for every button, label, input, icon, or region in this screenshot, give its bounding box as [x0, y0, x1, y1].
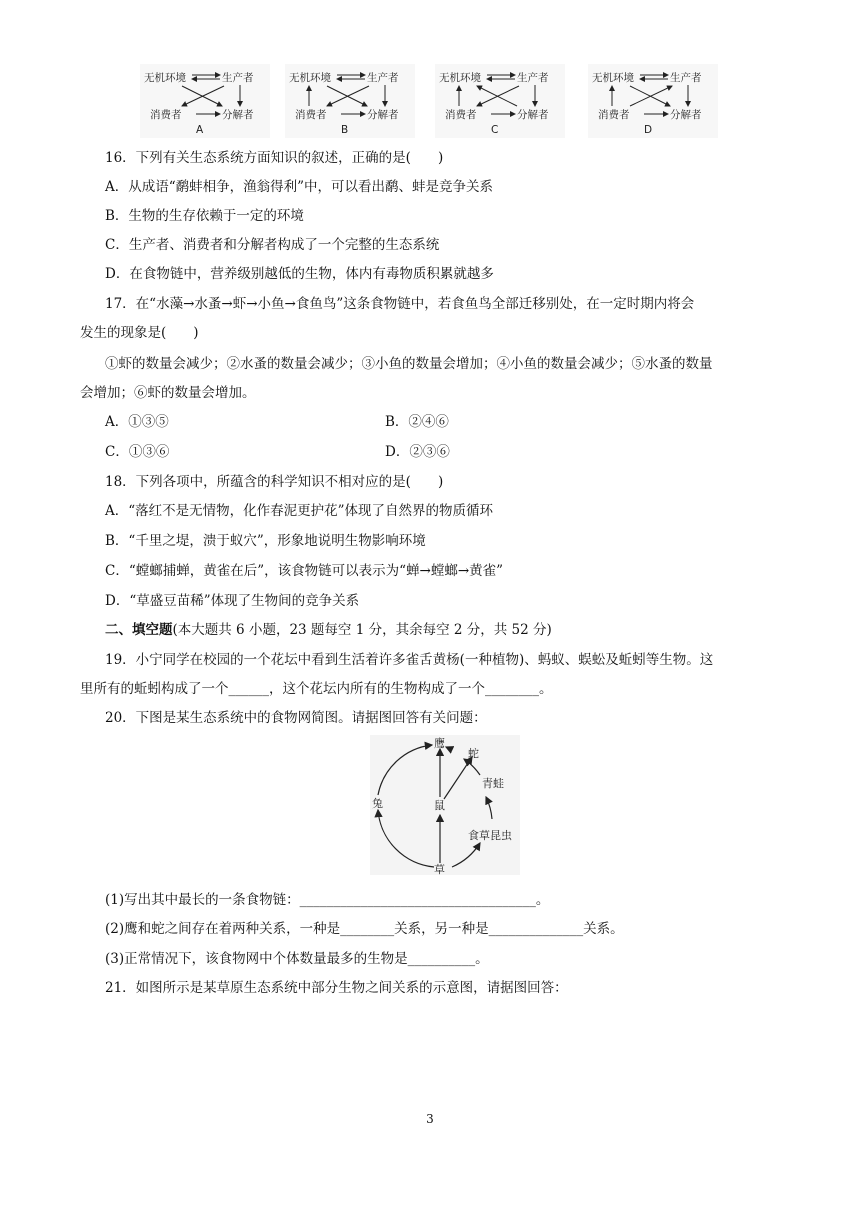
- q20-sub1: (1)写出其中最长的一条食物链：___________________________________。: [105, 892, 550, 908]
- node-decomposer: 分解者: [517, 109, 549, 121]
- diagram-letter: D: [644, 124, 653, 136]
- q17-stem-line1: 17．在“水藻→水蚤→虾→小鱼→食鱼鸟”这条食物链中，若食鱼鸟全部迁移别处，在一定时期内将会: [105, 296, 695, 312]
- node-mouse: 鼠: [434, 799, 445, 812]
- q16-option-d: D．在食物链中，营养级别越低的生物，体内有毒物质积累就越多: [105, 266, 494, 282]
- node-inorganic: 无机环境: [592, 72, 634, 84]
- q17-option-c: C．①③⑥: [105, 444, 170, 460]
- section-heading: [105, 620, 552, 640]
- node-producer: 生产者: [367, 72, 399, 84]
- q16-option-b: B．生物的生存依赖于一定的环境: [105, 208, 304, 224]
- node-consumer: 消费者: [445, 109, 477, 121]
- q17-option-a: A．①③⑤: [105, 414, 169, 430]
- node-decomposer: 分解者: [670, 109, 702, 121]
- q18-stem: 18．下列各项中，所蕴含的科学知识不相对应的是( ): [105, 474, 444, 490]
- q19-line1: 19．小宁同学在校园的一个花坛中看到生活着许多雀舌黄杨(一种植物)、蚂蚁、蜈蚣及蚯蚓等生物。这: [105, 652, 714, 668]
- q17-option-b: B．②④⑥: [385, 414, 449, 430]
- node-producer: 生产者: [222, 72, 254, 84]
- q18-option-b: B．“千里之堤，溃于蚁穴”，形象地说明生物影响环境: [105, 533, 426, 549]
- node-decomposer: 分解者: [367, 109, 399, 121]
- q18-option-a: A．“落红不是无情物，化作春泥更护花”体现了自然界的物质循环: [105, 503, 494, 519]
- q21-stem: 21．如图所示是某草原生态系统中部分生物之间关系的示意图，请据图回答：: [105, 980, 568, 996]
- q17-items-line2: 会增加；⑥虾的数量会增加。: [80, 385, 256, 401]
- q20-sub2: (2)鹰和蛇之间存在着两种关系，一种是________关系，另一种是______________关系。: [105, 921, 624, 937]
- section-title: 二、填空题: [105, 622, 173, 638]
- diagram-a: [140, 64, 270, 138]
- q17-stem-line2: 发生的现象是( ): [80, 325, 199, 341]
- node-rabbit: 兔: [372, 797, 383, 810]
- diagram-letter: C: [491, 124, 499, 136]
- q16-option-a: A．从成语“鹬蚌相争，渔翁得利”中，可以看出鹬、蚌是竞争关系: [105, 179, 494, 195]
- node-inorganic: 无机环境: [144, 72, 186, 84]
- option-diagrams: [140, 64, 780, 140]
- diagram-letter: B: [341, 124, 349, 136]
- node-frog: 青蛙: [482, 777, 504, 790]
- q20-stem: 20．下图是某生态系统中的食物网简图。请据图回答有关问题：: [105, 710, 487, 726]
- node-inorganic: 无机环境: [439, 72, 481, 84]
- node-inorganic: 无机环境: [289, 72, 331, 84]
- page-number: 3: [426, 1112, 434, 1126]
- q19-line2: 里所有的蚯蚓构成了一个______，这个花坛内所有的生物构成了一个________。: [80, 681, 553, 697]
- q18-option-d: D．“草盛豆苗稀”体现了生物间的竞争关系: [105, 593, 360, 609]
- node-insect: 食草昆虫: [468, 829, 512, 842]
- diagram-letter: A: [196, 124, 204, 136]
- diagram-d: [588, 64, 718, 138]
- node-consumer: 消费者: [150, 109, 182, 121]
- diagram-b: [285, 64, 415, 138]
- section-note: (本大题共 6 小题，23 题每空 1 分，其余每空 2 分，共 52 分): [172, 622, 552, 638]
- node-eagle: 鹰: [434, 737, 445, 750]
- food-web-diagram: [370, 735, 520, 875]
- node-consumer: 消费者: [295, 109, 327, 121]
- node-producer: 生产者: [517, 72, 549, 84]
- q17-items-line1: ①虾的数量会减少；②水蚤的数量会减少；③小鱼的数量会增加；④小鱼的数量会减少；⑤水蚤的数量: [105, 356, 713, 372]
- q16-stem: 16．下列有关生态系统方面知识的叙述，正确的是( ): [105, 150, 444, 166]
- node-decomposer: 分解者: [222, 109, 254, 121]
- diagram-c: [435, 64, 565, 138]
- node-grass: 草: [434, 863, 445, 875]
- q18-option-c: C．“螳螂捕蝉，黄雀在后”，该食物链可以表示为“蝉→螳螂→黄雀”: [105, 563, 504, 579]
- q17-option-d: D．②③⑥: [385, 444, 450, 460]
- node-consumer: 消费者: [598, 109, 630, 121]
- node-producer: 生产者: [670, 72, 702, 84]
- node-snake: 蛇: [468, 747, 479, 760]
- q20-sub3: (3)正常情况下，该食物网中个体数量最多的生物是__________。: [105, 951, 489, 967]
- q16-option-c: C．生产者、消费者和分解者构成了一个完整的生态系统: [105, 237, 440, 253]
